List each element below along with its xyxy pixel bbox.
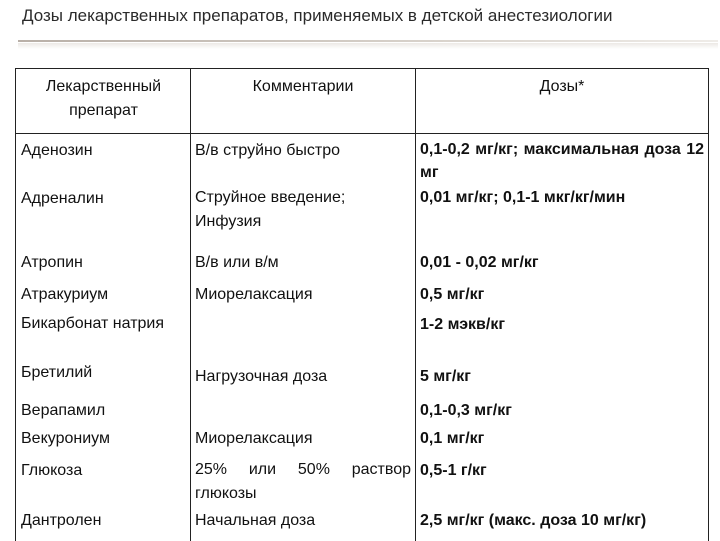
header-comment bbox=[190, 69, 415, 134]
cell-dose: 5 мг/кг bbox=[420, 368, 471, 385]
drug-dose-table bbox=[15, 68, 709, 541]
cell-dose: 0,5 мг/кг bbox=[420, 286, 485, 303]
table-header-row bbox=[16, 69, 708, 134]
header-drug-label: Лекарственный препарат bbox=[45, 78, 162, 119]
cell-dose: 0,1 мг/кг bbox=[420, 430, 485, 447]
column-divider-2 bbox=[415, 69, 416, 541]
cell-comment: В/в струйно быстро bbox=[195, 142, 341, 159]
cell-drug: Бикарбонат натрия bbox=[21, 315, 165, 332]
dose-table bbox=[16, 69, 708, 538]
cell-dose: 0,1-0,2 мг/кг; максимальная доза 12 мг bbox=[420, 141, 704, 181]
cell-drug: Бретилий bbox=[21, 364, 93, 381]
cell-drug: Глюкоза bbox=[21, 462, 83, 479]
cell-dose: 0,01 - 0,02 мг/кг bbox=[420, 254, 539, 271]
title-shadow bbox=[18, 43, 718, 49]
cell-comment: Миорелаксация bbox=[195, 430, 313, 447]
cell-comment: Миорелаксация bbox=[195, 286, 313, 303]
cell-drug: Верапамил bbox=[21, 402, 106, 419]
header-divider bbox=[16, 133, 708, 134]
header-dose-label: Дозы* bbox=[539, 78, 585, 95]
cell-drug: Адреналин bbox=[21, 190, 104, 207]
table-row bbox=[16, 456, 708, 508]
title-divider bbox=[18, 40, 718, 42]
cell-comment: Струйное введение; Инфузия bbox=[195, 189, 346, 230]
table-row bbox=[16, 364, 708, 394]
cell-dose: 0,1-0,3 мг/кг bbox=[420, 402, 512, 419]
table-row bbox=[16, 394, 708, 426]
cell-drug: Аденозин bbox=[21, 142, 93, 159]
table-row bbox=[16, 250, 708, 282]
table-row bbox=[16, 426, 708, 456]
cell-comment: В/в или в/м bbox=[195, 254, 279, 271]
cell-dose: 0,5-1 г/кг bbox=[420, 462, 487, 479]
table-row bbox=[16, 186, 708, 250]
cell-drug: Векурониум bbox=[21, 430, 110, 447]
header-comment-label: Комментарии bbox=[252, 78, 354, 95]
cell-comment: Начальная доза bbox=[195, 512, 316, 529]
table-row bbox=[16, 282, 708, 312]
cell-comment bbox=[190, 394, 415, 426]
cell-drug: Дантролен bbox=[21, 512, 102, 529]
table-row bbox=[16, 134, 708, 186]
cell-drug: Атракуриум bbox=[21, 286, 109, 303]
column-divider-1 bbox=[190, 69, 191, 541]
cell-comment: 25% или 50% раствор глюкозы bbox=[195, 461, 411, 502]
table-row bbox=[16, 312, 708, 364]
cell-dose: 1-2 мэкв/кг bbox=[420, 316, 505, 333]
cell-comment: Нагрузочная доза bbox=[195, 368, 328, 385]
slide-title: Дозы лекарственных препаратов, применяемых в детской анестезиологии bbox=[22, 6, 613, 25]
header-dose bbox=[415, 69, 708, 134]
cell-comment bbox=[190, 312, 415, 364]
cell-drug: Атропин bbox=[21, 254, 83, 271]
cell-dose: 2,5 мг/кг (макс. доза 10 мг/кг) bbox=[420, 512, 647, 529]
table-row bbox=[16, 508, 708, 538]
cell-dose: 0,01 мг/кг; 0,1-1 мкг/кг/мин bbox=[420, 189, 626, 206]
header-drug bbox=[16, 69, 190, 134]
